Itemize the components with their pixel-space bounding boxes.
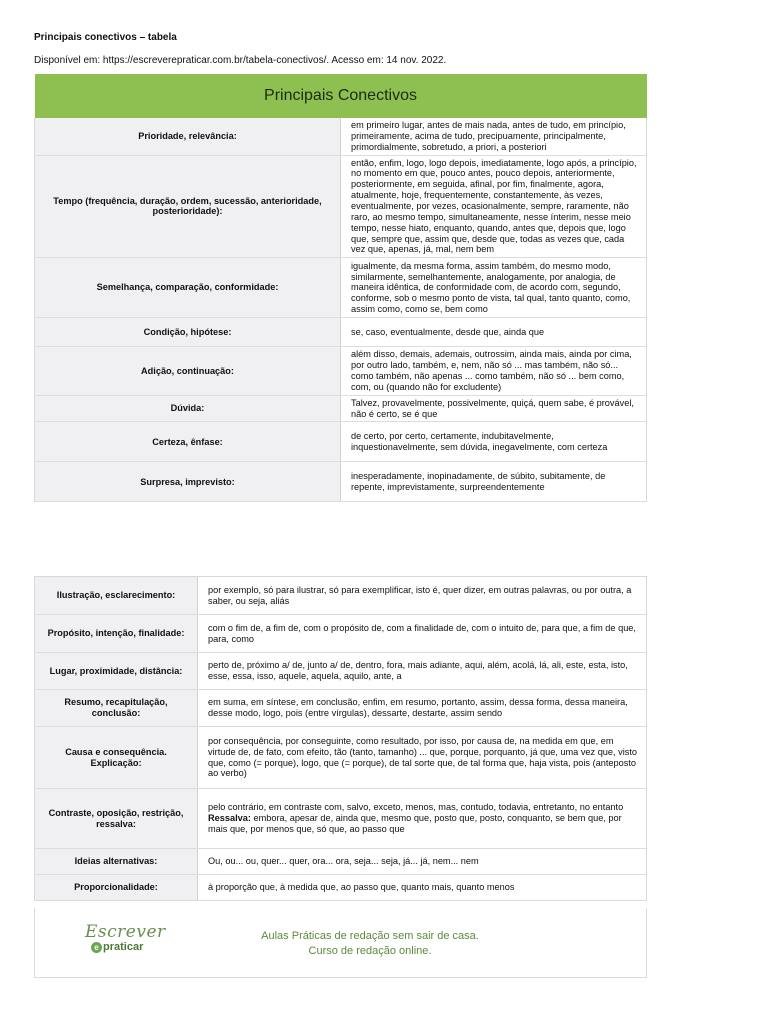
logo-script-text: Escrever bbox=[85, 922, 166, 942]
connectives-cell: em primeiro lugar, antes de mais nada, antes de tudo, em princípio, primeiramente, acima de tudo, precipuamente, principalmente, primordialmente, sobretudo, a priori, a posteriori bbox=[341, 118, 647, 155]
category-cell: Surpresa, imprevisto: bbox=[35, 462, 341, 502]
category-cell: Condição, hipótese: bbox=[35, 318, 341, 347]
category-cell: Contraste, oposição, restrição, ressalva: bbox=[35, 789, 198, 849]
table-row bbox=[35, 258, 647, 318]
category-cell: Tempo (frequência, duração, ordem, sucessão, anterioridade, posterioridade): bbox=[35, 155, 341, 258]
connectives-cell: além disso, demais, ademais, outrossim, ainda mais, ainda por cima, por outro lado, também, e, nem, não só ... mas também, não só... como também, não apenas ... como também, não só ... bem como, com, ou (quando não for excludente) bbox=[341, 347, 647, 395]
ressalva-text: embora, apesar de, ainda que, mesmo que, posto que, posto, conquanto, se bem que, por mais que, por menos que, só que, ao passo que bbox=[208, 813, 622, 834]
table-header-row bbox=[35, 74, 647, 118]
category-cell: Resumo, recapitulação, conclusão: bbox=[35, 690, 198, 727]
connectives-cell: de certo, por certo, certamente, indubitavelmente, inquestionavelmente, sem dúvida, inegavelmente, com certeza bbox=[341, 422, 647, 462]
document-title: Principais conectivos – tabela bbox=[34, 32, 177, 43]
connectives-cell: então, enfim, logo, logo depois, imediatamente, logo após, a princípio, no momento em que, pouco antes, pouco depois, anteriormente, posteriormente, em seguida, afinal, por fim, finalmente, agora, atualmente, hoje, frequentemente, constantemente, às vezes, eventualmente, por vezes, ocasionalmente, sempre, raramente, não raro, ao mesmo tempo, simultaneamente, nesse ínterim, nesse meio tempo, nesse hiato, enquanto, quando, antes que, depois que, logo que, sempre que, assim que, desde que, todas as vezes que, cada vez que, apenas, já, mal, nem bem bbox=[341, 155, 647, 258]
logo-word: praticar bbox=[103, 941, 144, 953]
category-cell: Causa e consequência. Explicação: bbox=[35, 727, 198, 789]
category-cell: Adição, continuação: bbox=[35, 347, 341, 395]
connectives-cell: perto de, próximo a/ de, junto a/ de, dentro, fora, mais adiante, aqui, além, acolá, lá, ali, este, esta, isto, esse, essa, isso, aquele, aquela, aquilo, ante, a bbox=[198, 653, 647, 690]
table-row bbox=[35, 690, 647, 727]
connectives-text: pelo contrário, em contraste com, salvo, exceto, menos, mas, contudo, todavia, entretanto, no entanto bbox=[208, 802, 624, 813]
category-cell: Dúvida: bbox=[35, 395, 341, 422]
connectives-cell: por consequência, por conseguinte, como resultado, por isso, por causa de, na medida em que, em virtude de, de fato, com efeito, tão (tanto, tamanho) ... que, porque, porquanto, já que, uma vez que, visto que, como (= porque), logo, que (= porque), de tal sorte que, de tal forma que, haja vista, pois (anteposto ao verbo) bbox=[198, 727, 647, 789]
promo-footer bbox=[34, 908, 647, 978]
table-row bbox=[35, 875, 647, 901]
table-row bbox=[35, 727, 647, 789]
table-header: Principais Conectivos bbox=[35, 74, 647, 118]
source-citation: Disponível em: https://escreverepraticar.com.br/tabela-conectivos/. Acesso em: 14 nov. 2022. bbox=[34, 55, 447, 66]
category-cell: Certeza, ênfase: bbox=[35, 422, 341, 462]
table-row bbox=[35, 615, 647, 653]
category-cell: Proporcionalidade: bbox=[35, 875, 198, 901]
connectives-cell: Ou, ou... ou, quer... quer, ora... ora, seja... seja, já... já, nem... nem bbox=[198, 849, 647, 875]
category-cell: Lugar, proximidade, distância: bbox=[35, 653, 198, 690]
connectives-cell: à proporção que, à medida que, ao passo que, quanto mais, quanto menos bbox=[198, 875, 647, 901]
logo-e-badge: e bbox=[91, 942, 102, 953]
connectives-cell: se, caso, eventualmente, desde que, ainda que bbox=[341, 318, 647, 347]
table-row bbox=[35, 118, 647, 155]
table-row bbox=[35, 789, 647, 849]
category-cell: Ideias alternativas: bbox=[35, 849, 198, 875]
connectives-cell: com o fim de, a fim de, com o propósito de, com a finalidade de, com o intuito de, para que, a fim de que, para, como bbox=[198, 615, 647, 653]
table-row bbox=[35, 395, 647, 422]
table-row bbox=[35, 577, 647, 615]
connectives-cell bbox=[198, 789, 647, 849]
ressalva-label: Ressalva: bbox=[208, 813, 251, 824]
connectives-table-top bbox=[34, 74, 647, 502]
table-row bbox=[35, 653, 647, 690]
connectives-cell: Talvez, provavelmente, possivelmente, quiçá, quem sabe, é provável, não é certo, se é que bbox=[341, 395, 647, 422]
table-row bbox=[35, 849, 647, 875]
connectives-cell: por exemplo, só para ilustrar, só para exemplificar, isto é, quer dizer, em outras palavras, ou por outra, a saber, ou seja, aliás bbox=[198, 577, 647, 615]
connectives-cell: em suma, em síntese, em conclusão, enfim, em resumo, portanto, assim, dessa forma, dessa maneira, desse modo, logo, pois (entre vírgulas), dessarte, destarte, assim sendo bbox=[198, 690, 647, 727]
footer-slogan bbox=[235, 929, 505, 959]
category-cell: Prioridade, relevância: bbox=[35, 118, 341, 155]
table-row bbox=[35, 318, 647, 347]
table-row bbox=[35, 155, 647, 258]
category-cell: Propósito, intenção, finalidade: bbox=[35, 615, 198, 653]
table-row bbox=[35, 462, 647, 502]
connectives-cell: inesperadamente, inopinadamente, de súbito, subitamente, de repente, imprevistamente, surpreendentemente bbox=[341, 462, 647, 502]
table-row bbox=[35, 347, 647, 395]
category-cell: Semelhança, comparação, conformidade: bbox=[35, 258, 341, 318]
slogan-line-1: Aulas Práticas de redação sem sair de casa. bbox=[261, 930, 479, 942]
slogan-line-2: Curso de redação online. bbox=[308, 945, 432, 957]
escrever-praticar-logo bbox=[81, 922, 166, 958]
table-row bbox=[35, 422, 647, 462]
category-cell: Ilustração, esclarecimento: bbox=[35, 577, 198, 615]
connectives-table-bottom bbox=[34, 576, 647, 901]
connectives-cell: igualmente, da mesma forma, assim também, do mesmo modo, similarmente, semelhantemente, analogamente, por analogia, de maneira idêntica, de conformidade com, de acordo com, segundo, conforme, sob o mesmo ponto de vista, tal qual, tanto quanto, como, assim como, como se, bem como bbox=[341, 258, 647, 318]
